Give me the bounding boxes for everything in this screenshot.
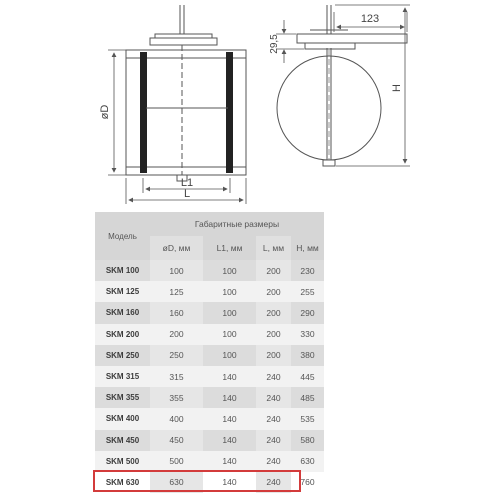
diameter-cell: 400 [150,408,203,429]
table-row [95,366,324,387]
l-cell: 200 [256,324,291,345]
dimensions-table [95,212,324,493]
l1-cell: 100 [203,345,256,366]
diameter-cell: 125 [150,281,203,302]
model-cell: SKM 400 [95,408,150,429]
diameter-cell: 160 [150,302,203,323]
model-cell: SKM 355 [95,387,150,408]
diameter-cell: 355 [150,387,203,408]
diameter-cell: 450 [150,430,203,451]
h-cell: 485 [291,387,324,408]
damper-technical-drawing [0,0,500,210]
l1-cell: 100 [203,302,256,323]
l1-cell: 140 [203,408,256,429]
l1-cell: 100 [203,260,256,281]
dim-123-label: 123 [360,13,380,25]
highlight-frame [93,470,301,492]
table-row [95,408,324,429]
diameter-cell: 315 [150,366,203,387]
h-cell: 445 [291,366,324,387]
table-row [95,345,324,366]
table-row [95,451,324,472]
diameter-cell: 200 [150,324,203,345]
h-cell: 630 [291,451,324,472]
diameter-cell: 100 [150,260,203,281]
side-view [126,5,246,181]
model-cell: SKM 100 [95,260,150,281]
model-cell: SKM 200 [95,324,150,345]
dim-h-label: H [391,84,403,92]
model-column-header: Модель [95,212,150,260]
model-cell: SKM 450 [95,430,150,451]
col-header-diameter: øD, мм [150,236,203,260]
h-cell: 290 [291,302,324,323]
table-row [95,387,324,408]
dim-diameter-label: øD [99,104,111,120]
model-cell: SKM 500 [95,451,150,472]
dimensions-group-header: Габаритные размеры [150,212,324,236]
table-row [95,302,324,323]
l-cell: 200 [256,345,291,366]
l1-cell: 100 [203,324,256,345]
dim-l-label: L [183,188,191,200]
l1-cell: 140 [203,387,256,408]
l-cell: 240 [256,451,291,472]
front-view [277,5,407,166]
l-cell: 200 [256,302,291,323]
model-cell: SKM 125 [95,281,150,302]
table-row [95,281,324,302]
col-header-h: H, мм [291,236,324,260]
l-cell: 240 [256,366,291,387]
l1-cell: 140 [203,430,256,451]
h-cell: 760 [291,472,324,493]
l-cell: 200 [256,260,291,281]
l1-cell: 140 [203,472,256,493]
h-cell: 230 [291,260,324,281]
table-row [95,260,324,281]
model-cell: SKM 315 [95,366,150,387]
col-header-l: L, мм [256,236,291,260]
table-row [95,324,324,345]
l1-cell: 140 [203,451,256,472]
model-cell: SKM 250 [95,345,150,366]
col-header-l1: L1, мм [203,236,256,260]
h-cell: 535 [291,408,324,429]
l-cell: 240 [256,472,291,493]
l-cell: 240 [256,408,291,429]
h-cell: 380 [291,345,324,366]
diameter-cell: 250 [150,345,203,366]
l1-cell: 100 [203,281,256,302]
l-cell: 240 [256,387,291,408]
diameter-cell: 500 [150,451,203,472]
dim-29-5-label: 29,5 [269,34,280,54]
l-cell: 240 [256,430,291,451]
h-cell: 255 [291,281,324,302]
h-cell: 330 [291,324,324,345]
l1-cell: 140 [203,366,256,387]
diameter-cell: 630 [150,472,203,493]
h-cell: 580 [291,430,324,451]
model-cell: SKM 630 [95,472,150,493]
table-row [95,430,324,451]
l-cell: 200 [256,281,291,302]
model-cell: SKM 160 [95,302,150,323]
dim-l1-label: L1 [180,177,194,189]
